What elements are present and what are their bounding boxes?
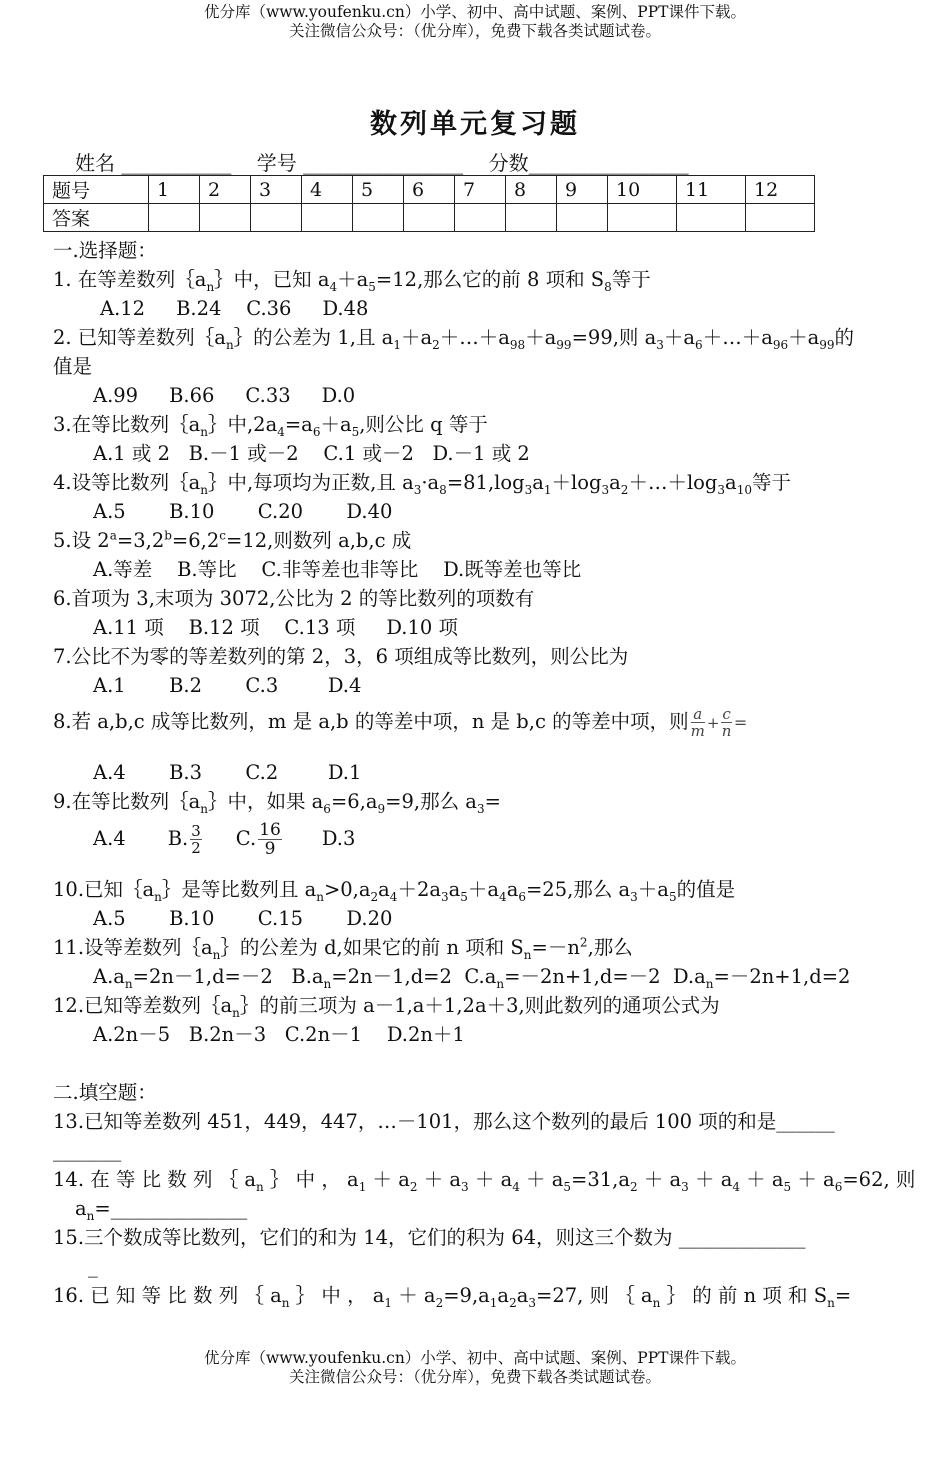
question-8-options: A.4 B.3 C.2 D.1 [93,761,362,784]
section-heading-choice: 一.选择题： [53,239,157,262]
question-9: 9.在等比数列$\{a_n\}$中，如果 $a_6=6,a_9=9$,那么 $a_3=$ [53,790,501,816]
header-line-2: 关注微信公众号：（优分库），免费下载各类试题试卷。 [288,22,661,40]
question-1-options: A.12 B.24 C.36 D.48 [100,297,369,320]
answer-cell[interactable] [353,204,404,232]
answer-cell[interactable] [149,204,200,232]
table-cell: 答案 [44,204,149,232]
question-13: 13.已知等差数列 451，449，447，…－101，那么这个数列的最后 100 项的和是______ [53,1110,835,1133]
question-15: 15.三个数成等比数列，它们的和为 14，它们的积为 64，则这三个数为 _____________ [53,1226,806,1249]
table-cell: 7 [455,176,506,204]
answer-cell[interactable] [746,204,815,232]
table-cell: 11 [677,176,746,204]
question-4-options: A.5 B.10 C.20 D.40 [93,500,393,523]
question-16: 16. 已 知 等 比 数 列 ｛ $a_n$ ｝ 中 ， $a_1 + a_2=9,a_1a_2a_3=27$, 则 ｛ $a_n$ ｝ 的 前 n 项 和 $S_n=$ [53,1284,852,1310]
table-cell: 题号 [44,176,149,204]
question-4: 4.设等比数列$\{a_n\}$中,每项均为正数,且 $a_3\cdot a_8=81,\log_3a_1+\log_3a_2+\dots+\log_3a_{10}$等于 [53,471,791,497]
question-2-line-2: 值是 [53,355,93,378]
answer-cell[interactable] [200,204,251,232]
footer-line-2: 关注微信公众号：（优分库），免费下载各类试题试卷。 [288,1368,661,1386]
question-10: 10.已知$\{a_n\}$是等比数列且 $a_n>0,a_2a_4+2a_3a_5+a_4a_6=25$,那么 $a_3+a_5$的值是 [53,878,736,904]
question-13-blank[interactable]: _______ [53,1139,122,1162]
question-2: 2. 已知等差数列$\{a_n\}$的公差为 1,且 $a_1+a_2+\dots+a_{98}+a_{99}=99$,则 $a_3+a_6+\dots+a_{96}+a_{99}$的 [53,326,855,352]
question-11: 11.设等差数列$\{a_n\}$的公差为 d,如果它的前 n 项和 $S_n=-n^2$,那么 [53,935,633,962]
table-cell: 9 [557,176,608,204]
question-12: 12.已知等差数列$\{a_n\}$的前三项为 a－1,a＋1,2a＋3,则此数列的通项公式为 [53,994,720,1020]
question-8: 8.若 a,b,c 成等比数列，m 是 a,b 的等差中项，n 是 b,c 的等差中项，则 $\frac{a}{m}$ + $\frac{c}{n}$ = [53,705,748,740]
question-2-options: A.99 B.66 C.33 D.0 [93,384,356,407]
table-cell: 5 [353,176,404,204]
question-6-options: A.11 项 B.12 项 C.13 项 D.10 项 [93,616,458,639]
question-9-options: A.4 B. $\frac{3}{2}$ C. $\frac{16}{9}$ D.3 [93,820,356,859]
section-heading-fill: 二.填空题： [53,1081,157,1104]
answer-cell[interactable] [455,204,506,232]
answer-cell[interactable] [557,204,608,232]
table-row [44,204,815,232]
question-12-options: A.2n－5 B.2n－3 C.2n－1 D.2n＋1 [93,1023,465,1046]
question-14: 14. 在 等 比 数 列 ｛ $a_n$ ｝ 中 ， $a_1 + a_2 + a_3 + a_4 + a_5=31,a_2 + a_3 + a_4 + a_5 + a_6=62$, 则 [53,1168,916,1194]
answer-cell[interactable] [404,204,455,232]
question-11-options: $A.a_n=2n-1,d=-2$ $B.a_n=2n-1,d=2$ $C.a_n=-2n+1,d=-2$ $D.a_n=-2n+1,d=2$ [93,965,851,991]
question-10-options: A.5 B.10 C.15 D.20 [93,907,393,930]
id-label: 学号 [256,151,297,175]
answer-cell[interactable] [506,204,557,232]
question-14-blank[interactable]: $a_n=\_\_\_\_\_\_\_\_\_\_\_\_\_\_$ [75,1197,248,1223]
answer-cell[interactable] [302,204,353,232]
question-5: 5.设 $2^a=3,2^b=6,2^c=12$,则数列 a,b,c 成 [53,528,412,552]
question-7-options: A.1 B.2 C.3 D.4 [93,674,362,697]
question-5-options: A.等差 B.等比 C.非等差也非等比 D.既等差也等比 [93,558,582,581]
score-label: 分数 [488,151,529,175]
table-cell: 1 [149,176,200,204]
answer-cell[interactable] [677,204,746,232]
fraction: $\frac{a}{m}$ [690,705,705,740]
question-6: 6.首项为 3,末项为 3072,公比为 2 的等比数列的项数有 [53,587,535,610]
question-3: 3.在等比数列$\{a_n\}$中$,2a_4=a_6+a_5$,则公比 q 等于 [53,413,488,439]
fraction: $\frac{3}{2}$ [191,822,201,857]
answer-cell[interactable] [251,204,302,232]
question-7: 7.公比不为零的等差数列的第 2，3，6 项组成等比数列，则公比为 [53,645,629,668]
table-cell: 2 [200,176,251,204]
table-row [44,176,815,204]
table-cell: 4 [302,176,353,204]
footer-line-1: 优分库（www.youfenku.cn）小学、初中、高中试题、案例、PPT课件下载。 [203,1349,747,1367]
fraction: $\frac{16}{9}$ [259,820,281,859]
table-cell: 10 [608,176,677,204]
page-title: 数列单元复习题 [370,109,580,140]
answer-cell[interactable] [608,204,677,232]
table-cell: 12 [746,176,815,204]
question-1: 1. 在等差数列$\{a_n\}$中，已知 $a_4+a_5=12$,那么它的前 8 项和 $S_8$等于 [53,268,651,294]
question-15-blank[interactable]: _ [88,1255,98,1278]
name-label: 姓名 [75,151,115,175]
answer-table [43,175,815,232]
fraction: $\frac{c}{n}$ [721,705,732,740]
table-cell: 6 [404,176,455,204]
table-cell: 3 [251,176,302,204]
student-info-line: 姓名 ___________ 学号 ________________ 分数________________ [75,151,689,175]
table-cell: 8 [506,176,557,204]
header-line-1: 优分库（www.youfenku.cn）小学、初中、高中试题、案例、PPT课件下载。 [203,3,747,21]
question-3-options: A.1 或 2 B.－1 或－2 C.1 或－2 D.－1 或 2 [93,442,530,465]
